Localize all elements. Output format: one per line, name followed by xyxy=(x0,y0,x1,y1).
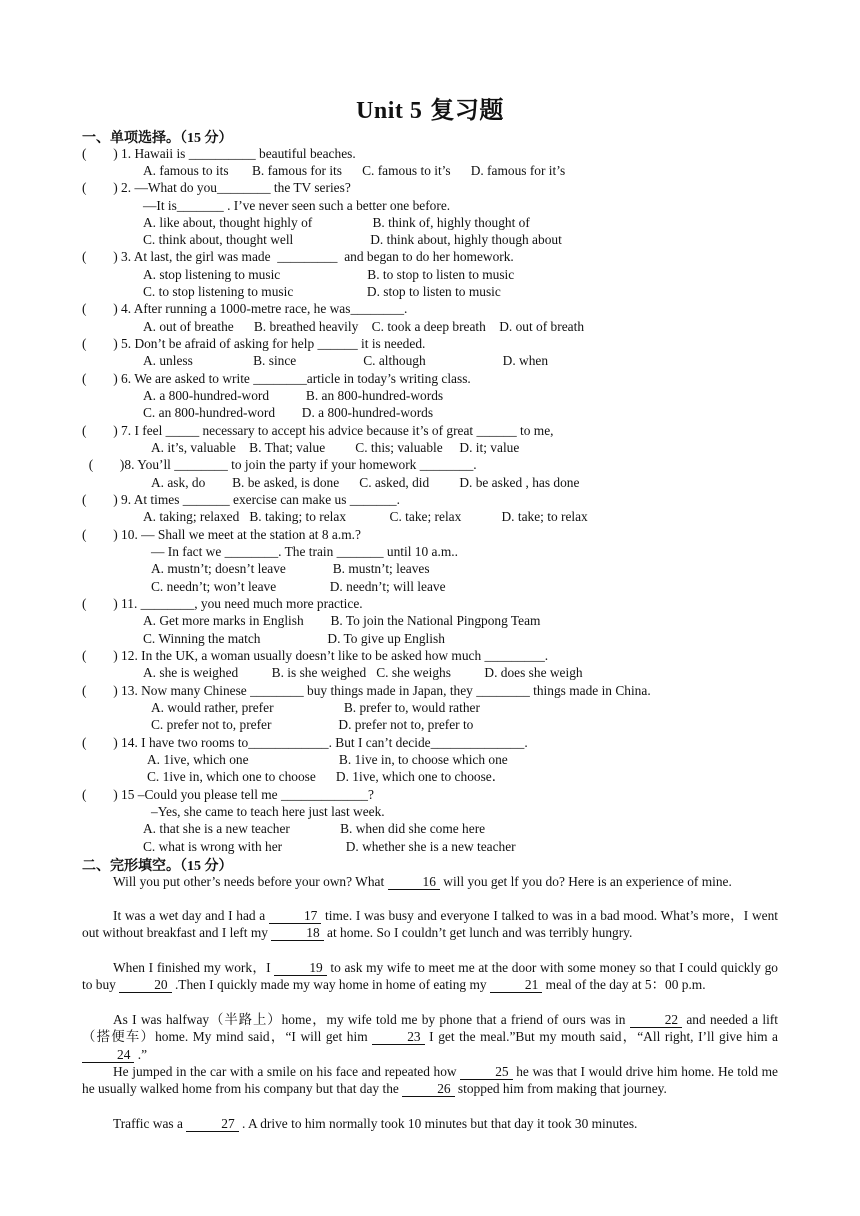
question-2-reply: —It is_______ . I’ve never seen such a better one before. xyxy=(143,198,451,213)
paragraph-text: He jumped in the car with a smile on his face and repeated how xyxy=(113,1064,461,1079)
question-14: ( ) 14. I have two rooms to____________. But I can’t decide______________. xyxy=(82,735,528,750)
question-7: ( ) 7. I feel _____ necessary to accept his advice because it’s of great ______ to me, xyxy=(82,423,554,438)
options-14a: A. 1ive, which one B. 1ive in, to choose which one xyxy=(147,752,508,767)
question-2: ( ) 2. —What do you________ the TV series? xyxy=(82,180,351,195)
options-15a: A. that she is a new teacher B. when did she come here xyxy=(143,821,486,836)
question-12: ( ) 12. In the UK, a woman usually doesn’t like to be asked how much _________. xyxy=(82,648,549,663)
paragraph-text: .” xyxy=(134,1046,148,1062)
paragraph-text: .Then I quickly made my way home in home of eating my xyxy=(171,977,490,993)
options-11b: C. Winning the match D. To give up English xyxy=(143,631,445,646)
options-5: A. unless B. since C. although D. when xyxy=(143,353,549,368)
cloze-blank-18: 18 xyxy=(271,926,323,941)
question-5: ( ) 5. Don’t be afraid of asking for help ______ it is needed. xyxy=(82,336,426,351)
question-9: ( ) 9. At times _______ exercise can make us _______. xyxy=(82,492,400,507)
cloze-paragraph xyxy=(82,907,778,942)
question-11: ( ) 11. ________, you need much more practice. xyxy=(82,596,363,611)
paragraph-text: When I finished my work，I xyxy=(113,960,275,975)
cloze-paragraph xyxy=(82,1115,778,1132)
paragraph-text: will you get lf you do? Here is an experience of mine. xyxy=(439,874,732,889)
options-7: A. it’s, valuable B. That; value C. this; valuable D. it; value xyxy=(151,440,520,455)
options-3b: C. to stop listening to music D. stop to listen to music xyxy=(143,284,501,299)
options-13a: A. would rather, prefer B. prefer to, would rather xyxy=(151,700,480,715)
cloze-blank-26: 26 xyxy=(402,1082,454,1097)
question-10: ( ) 10. — Shall we meet at the station at 8 a.m.? xyxy=(82,527,361,542)
cloze-blank-16: 16 xyxy=(388,875,440,890)
question-13: ( ) 13. Now many Chinese ________ buy things made in Japan, they ________ things made in China. xyxy=(82,683,651,698)
title-cn: 复习题 xyxy=(430,98,504,124)
paragraph-text: time. I was busy and everyone I talked to was in a bad mood. What’s more，I went out without breakfast and I left my xyxy=(82,908,778,941)
paragraph-text: Traffic was a xyxy=(113,1116,187,1131)
question-6: ( ) 6. We are asked to write ________article in today’s writing class. xyxy=(82,371,471,386)
paragraph-text: to ask my wife to meet me at the door with some money so that I could quickly go to buy xyxy=(82,960,778,993)
question-8: ( )8. You’ll ________ to join the party if your homework ________. xyxy=(82,457,477,472)
paragraph-text: I get the meal.”But my mouth said，“All right, I’ll give him a xyxy=(424,1029,779,1045)
options-1: A. famous to its B. famous for its C. famous to it’s D. famous for it’s xyxy=(143,163,566,178)
question-10-reply: — In fact we ________. The train _______ until 10 a.m.. xyxy=(151,544,458,559)
question-4: ( ) 4. After running a 1000-metre race, he was________. xyxy=(82,301,408,316)
cloze-blank-21: 21 xyxy=(490,978,542,993)
question-15: ( ) 15 –Could you please tell me _____________? xyxy=(82,787,374,802)
options-6b: C. an 800-hundred-word D. a 800-hundred-words xyxy=(143,405,434,420)
options-9: A. taking; relaxed B. taking; to relax C. take; relax D. take; to relax xyxy=(143,509,588,524)
cloze-blank-25: 25 xyxy=(460,1065,512,1080)
cloze-blank-19: 19 xyxy=(274,961,326,976)
paragraph-text: and needed a lift（搭便车）home. My mind said，“I will get him xyxy=(82,1012,778,1045)
options-12: A. she is weighed B. is she weighed C. she weighs D. does she weigh xyxy=(143,665,583,680)
paragraph-text: As I was halfway（半路上）home，my wife told me by phone that a friend of ours was in xyxy=(113,1012,630,1027)
options-14b: C. 1ive in, which one to choose D. 1ive, which one to choose． xyxy=(147,769,506,784)
question-1: ( ) 1. Hawaii is __________ beautiful beaches. xyxy=(82,146,356,161)
paragraph-text: It was a wet day and I had a xyxy=(113,908,269,923)
options-10b: C. needn’t; won’t leave D. needn’t; will leave xyxy=(151,579,446,594)
section-heading-multiple-choice: 一、单项选择。（15 分） xyxy=(82,131,233,146)
options-13b: C. prefer not to, prefer D. prefer not to, prefer to xyxy=(151,717,474,732)
cloze-blank-27: 27 xyxy=(186,1117,238,1132)
cloze-paragraph xyxy=(82,1063,778,1098)
options-11a: A. Get more marks in English B. To join the National Pingpong Team xyxy=(143,613,541,628)
cloze-blank-24: 24 xyxy=(82,1048,134,1063)
options-15b: C. what is wrong with her D. whether she is a new teacher xyxy=(143,839,516,854)
cloze-paragraph xyxy=(82,873,778,890)
options-2b: C. think about, thought well D. think about, highly though about xyxy=(143,232,562,247)
section-heading-cloze: 二、完形填空。（15 分） xyxy=(82,859,233,874)
options-3a: A. stop listening to music B. to stop to listen to music xyxy=(143,267,515,282)
question-3: ( ) 3. At last, the girl was made _________ and began to do her homework. xyxy=(82,249,514,264)
options-8: A. ask, do B. be asked, is done C. asked, did D. be asked , has done xyxy=(151,475,580,490)
options-10a: A. mustn’t; doesn’t leave B. mustn’t; leaves xyxy=(151,561,430,576)
paragraph-text: stopped him from making that journey. xyxy=(454,1081,667,1097)
options-2a: A. like about, thought highly of B. think of, highly thought of xyxy=(143,215,530,230)
cloze-blank-22: 22 xyxy=(630,1013,682,1028)
cloze-blank-20: 20 xyxy=(119,978,171,993)
question-15-reply: –Yes, she came to teach here just last week. xyxy=(151,804,385,819)
page-title xyxy=(0,90,860,125)
title-en: Unit 5 xyxy=(356,98,423,124)
cloze-paragraph xyxy=(82,1011,778,1063)
paragraph-text: at home. So I couldn’t get lunch and was terribly hungry. xyxy=(323,925,633,941)
cloze-blank-23: 23 xyxy=(372,1030,424,1045)
paragraph-text: . A drive to him normally took 10 minutes but that day it took 30 minutes. xyxy=(238,1116,638,1131)
options-4: A. out of breathe B. breathed heavily C. took a deep breath D. out of breath xyxy=(143,319,585,334)
paragraph-text: meal of the day at 5：00 p.m. xyxy=(542,977,706,993)
cloze-paragraph xyxy=(82,959,778,994)
options-6a: A. a 800-hundred-word B. an 800-hundred-words xyxy=(143,388,444,403)
paragraph-text: he was that I would drive him home. He told me he usually walked home from his company but that day the xyxy=(82,1064,778,1097)
paragraph-text: Will you put other’s needs before your own? What xyxy=(113,874,388,889)
cloze-blank-17: 17 xyxy=(269,909,321,924)
